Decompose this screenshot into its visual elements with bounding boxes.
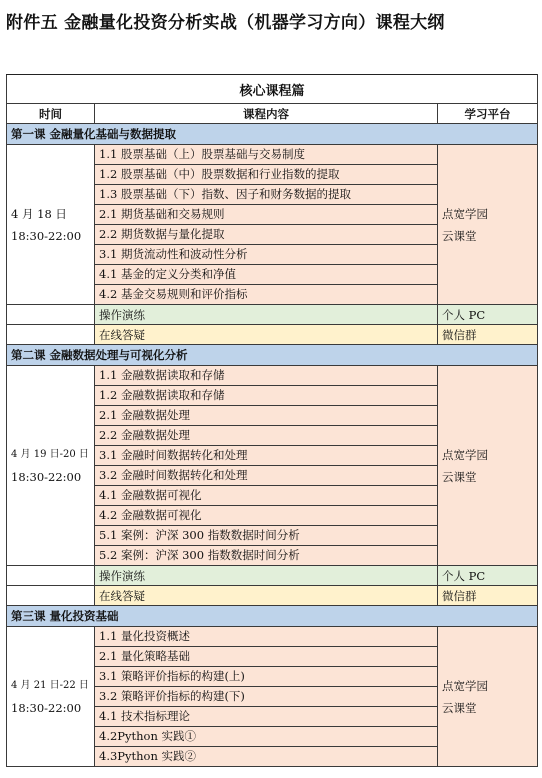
lesson-1-item: 1.3 股票基础（下）指数、因子和财务数据的提取 bbox=[95, 185, 438, 205]
lesson-1-item: 1.1 股票基础（上）股票基础与交易制度 bbox=[95, 145, 438, 165]
lesson-3-date: 4 月 21 日-22 日 bbox=[11, 679, 89, 691]
lesson-2-date: 4 月 19 日-20 日 bbox=[11, 448, 89, 460]
header-content: 课程内容 bbox=[95, 104, 438, 124]
lesson-2-item: 3.1 金融时间数据转化和处理 bbox=[95, 446, 438, 466]
lesson-2-hours: 18:30-22:00 bbox=[11, 469, 82, 484]
lesson-1-platform bbox=[438, 145, 538, 305]
lesson-2-qa-platform: 微信群 bbox=[438, 586, 538, 606]
lesson-2-item: 4.1 金融数据可视化 bbox=[95, 486, 438, 506]
lesson-2-item: 5.1 案例：沪深 300 指数数据时间分析 bbox=[95, 526, 438, 546]
lesson-3-item: 2.1 量化策略基础 bbox=[95, 647, 438, 667]
lesson-1-time bbox=[7, 145, 95, 305]
lesson-2-item: 2.2 金融数据处理 bbox=[95, 426, 438, 446]
lesson-1-platform-line2: 云课堂 bbox=[442, 228, 477, 243]
lesson-2-platform bbox=[438, 366, 538, 566]
lesson-2-item: 1.1 金融数据读取和存储 bbox=[95, 366, 438, 386]
lesson-3-platform bbox=[438, 627, 538, 767]
table-title: 核心课程篇 bbox=[7, 75, 538, 104]
lesson-3-item: 4.2Python 实践① bbox=[95, 727, 438, 747]
lesson-1-qa-platform: 微信群 bbox=[438, 325, 538, 345]
lesson-2-item: 2.1 金融数据处理 bbox=[95, 406, 438, 426]
lesson-3-item: 3.1 策略评价指标的构建(上) bbox=[95, 667, 438, 687]
lesson-2-practice-platform: 个人 PC bbox=[438, 566, 538, 586]
lesson-2-platform-line2: 云课堂 bbox=[442, 469, 477, 484]
lesson-3-item: 3.2 策略评价指标的构建(下) bbox=[95, 687, 438, 707]
header-time: 时间 bbox=[7, 104, 95, 124]
lesson-1-item: 4.1 基金的定义分类和净值 bbox=[95, 265, 438, 285]
lesson-1-practice-time bbox=[7, 305, 95, 325]
header-platform: 学习平台 bbox=[438, 104, 538, 124]
lesson-2-title: 第二课 金融数据处理与可视化分析 bbox=[7, 345, 538, 366]
lesson-1-item: 1.2 股票基础（中）股票数据和行业指数的提取 bbox=[95, 165, 438, 185]
lesson-1-date: 4 月 18 日 bbox=[11, 206, 67, 221]
lesson-2-qa-time bbox=[7, 586, 95, 606]
lesson-2-item: 3.2 金融时间数据转化和处理 bbox=[95, 466, 438, 486]
lesson-3-item: 1.1 量化投资概述 bbox=[95, 627, 438, 647]
lesson-1-qa-time bbox=[7, 325, 95, 345]
lesson-1-title: 第一课 金融量化基础与数据提取 bbox=[7, 124, 538, 145]
lesson-2-practice-label: 操作演练 bbox=[95, 566, 438, 586]
lesson-1-item: 3.1 期货流动性和波动性分析 bbox=[95, 245, 438, 265]
lesson-3-time bbox=[7, 627, 95, 767]
lesson-1-item: 4.2 基金交易规则和评价指标 bbox=[95, 285, 438, 305]
lesson-3-item: 4.3Python 实践② bbox=[95, 747, 438, 767]
lesson-2-qa-label: 在线答疑 bbox=[95, 586, 438, 606]
lesson-1-practice-platform: 个人 PC bbox=[438, 305, 538, 325]
lesson-2-item: 1.2 金融数据读取和存储 bbox=[95, 386, 438, 406]
lesson-2-item: 4.2 金融数据可视化 bbox=[95, 506, 438, 526]
lesson-2-time bbox=[7, 366, 95, 566]
lesson-1-platform-line1: 点宽学园 bbox=[442, 206, 488, 221]
lesson-1-item: 2.2 期货数据与量化提取 bbox=[95, 225, 438, 245]
lesson-3-item: 4.1 技术指标理论 bbox=[95, 707, 438, 727]
lesson-1-item: 2.1 期货基础和交易规则 bbox=[95, 205, 438, 225]
lesson-3-platform-line1: 点宽学园 bbox=[442, 678, 488, 693]
lesson-1-qa-label: 在线答疑 bbox=[95, 325, 438, 345]
lesson-2-platform-line1: 点宽学园 bbox=[442, 447, 488, 462]
lesson-3-title: 第三课 量化投资基础 bbox=[7, 606, 538, 627]
lesson-3-hours: 18:30-22:00 bbox=[11, 700, 82, 715]
syllabus-table bbox=[6, 74, 538, 767]
lesson-2-item: 5.2 案例：沪深 300 指数数据时间分析 bbox=[95, 546, 438, 566]
lesson-3-platform-line2: 云课堂 bbox=[442, 700, 477, 715]
lesson-2-practice-time bbox=[7, 566, 95, 586]
lesson-1-practice-label: 操作演练 bbox=[95, 305, 438, 325]
page-title: 附件五 金融量化投资分析实战（机器学习方向）课程大纲 bbox=[6, 13, 445, 33]
lesson-1-hours: 18:30-22:00 bbox=[11, 228, 82, 243]
